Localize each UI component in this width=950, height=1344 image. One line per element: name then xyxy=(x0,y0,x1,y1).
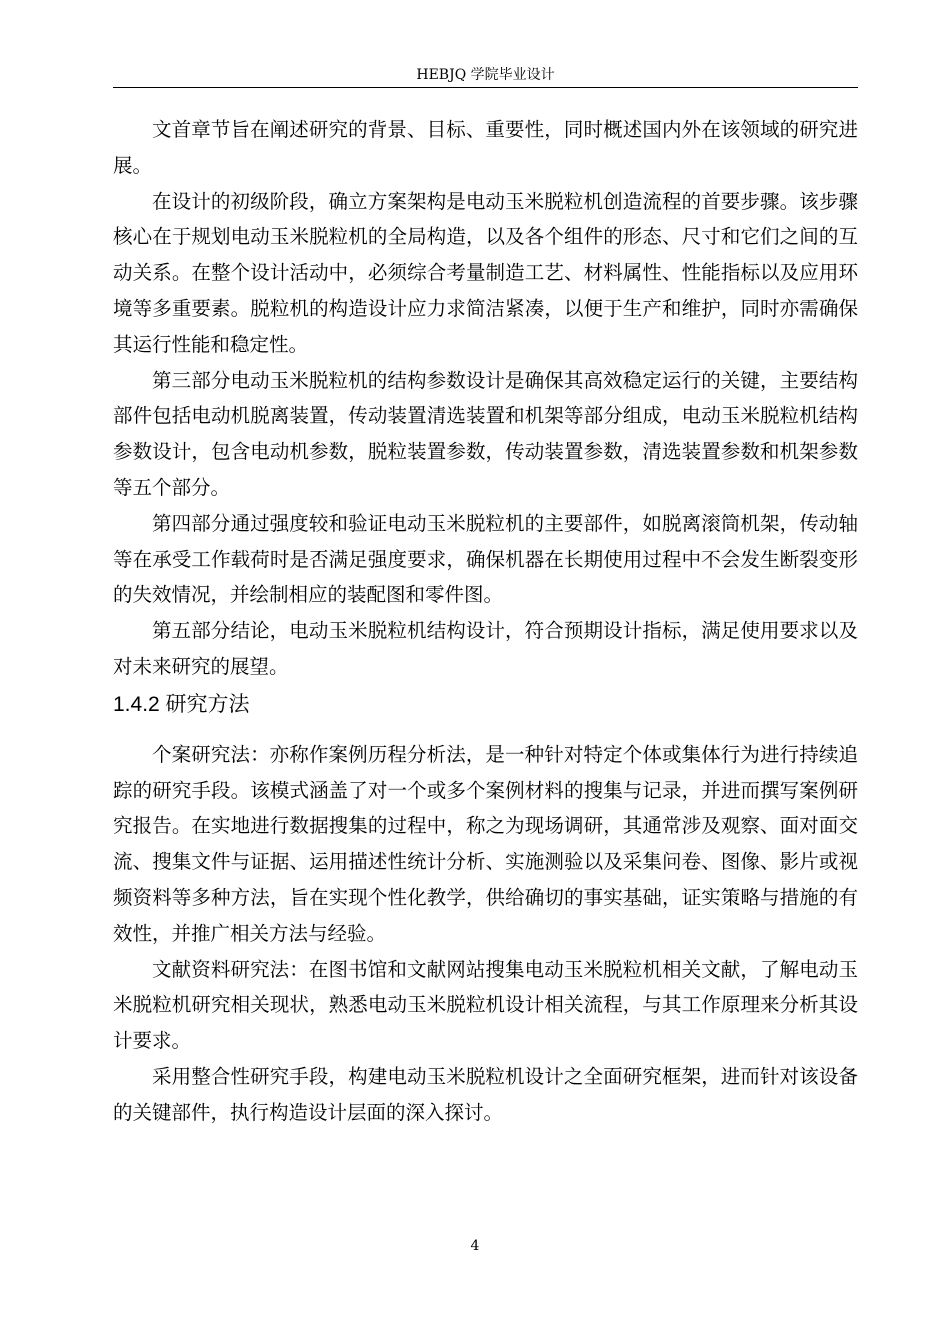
paragraph-line: 计要求。 xyxy=(113,1029,192,1053)
paragraph-line: 的失效情况，并绘制相应的装配图和零件图。 xyxy=(113,583,504,607)
paragraph-line: 流、搜集文件与证据、运用描述性统计分析、实施测验以及采集问卷、图像、影片或视 xyxy=(113,850,858,874)
paragraph-line: 效性，并推广相关方法与经验。 xyxy=(113,921,387,945)
paragraph-line: 文献资料研究法：在图书馆和文献网站搜集电动玉米脱粒机相关文献，了解电动玉 xyxy=(152,957,858,981)
paragraph xyxy=(113,613,858,685)
paragraph-line: 动关系。在整个设计活动中，必须综合考量制造工艺、材料属性、性能指标以及应用环 xyxy=(113,261,858,285)
page-header: HEBJQ 学院毕业设计 xyxy=(416,67,555,83)
section-intro xyxy=(113,112,858,685)
paragraph xyxy=(113,952,858,1059)
paragraph-line: 核心在于规划电动玉米脱粒机的全局构造，以及各个组件的形态、尺寸和它们之间的互 xyxy=(113,225,858,249)
paragraph-line: 采用整合性研究手段，构建电动玉米脱粒机设计之全面研究框架，进而针对该设备 xyxy=(152,1064,858,1088)
paragraph-line: 频资料等多种方法，旨在实现个性化教学，供给确切的事实基础，证实策略与措施的有 xyxy=(113,885,858,909)
paragraph-line: 等五个部分。 xyxy=(113,475,231,499)
paragraph-line: 对未来研究的展望。 xyxy=(113,654,289,678)
paragraph xyxy=(113,184,858,363)
paragraph-line: 其运行性能和稳定性。 xyxy=(113,332,309,356)
section-heading: 1.4.2 研究方法 xyxy=(113,692,250,716)
paragraph-line: 参数设计，包含电动机参数，脱粒装置参数，传动装置参数，清选装置参数和机架参数 xyxy=(113,440,858,464)
page-number: 4 xyxy=(470,1238,480,1254)
paragraph-line: 展。 xyxy=(113,153,153,177)
document-body xyxy=(113,112,858,1131)
paragraph-line: 第四部分通过强度较和验证电动玉米脱粒机的主要部件，如脱离滚筒机架，传动轴 xyxy=(152,511,858,535)
paragraph-line: 究报告。在实地进行数据搜集的过程中，称之为现场调研，其通常涉及观察、面对面交 xyxy=(113,814,858,838)
paragraph-line: 在设计的初级阶段，确立方案架构是电动玉米脱粒机创造流程的首要步骤。该步骤 xyxy=(152,189,858,213)
paragraph xyxy=(113,506,858,613)
paragraph-line: 境等多重要素。脱粒机的构造设计应力求简洁紧凑，以便于生产和维护，同时亦需确保 xyxy=(113,296,858,320)
paragraph xyxy=(113,1059,858,1131)
paragraph-line: 米脱粒机研究相关现状，熟悉电动玉米脱粒机设计相关流程，与其工作原理来分析其设 xyxy=(113,993,858,1017)
paragraph-line: 个案研究法：亦称作案例历程分析法，是一种针对特定个体或集体行为进行持续追 xyxy=(152,742,858,766)
paragraph-line: 文首章节旨在阐述研究的背景、目标、重要性，同时概述国内外在该领域的研究进 xyxy=(152,118,858,141)
paragraph-line: 的关键部件，执行构造设计层面的深入探讨。 xyxy=(113,1100,504,1124)
paragraph-line: 踪的研究手段。该模式涵盖了对一个或多个案例材料的搜集与记录，并进而撰写案例研 xyxy=(113,778,858,802)
paragraph-line: 第五部分结论，电动玉米脱粒机结构设计，符合预期设计指标，满足使用要求以及 xyxy=(152,619,858,643)
paragraph-line: 部件包括电动机脱离装置，传动装置清选装置和机架等部分组成，电动玉米脱粒机结构 xyxy=(113,404,858,428)
section-research-methods xyxy=(113,737,858,1131)
paragraph-line: 等在承受工作载荷时是否满足强度要求，确保机器在长期使用过程中不会发生断裂变形 xyxy=(113,547,858,571)
paragraph xyxy=(113,363,858,506)
paragraph xyxy=(113,737,858,952)
header-rule xyxy=(113,87,858,88)
paragraph-line: 第三部分电动玉米脱粒机的结构参数设计是确保其高效稳定运行的关键，主要结构 xyxy=(152,368,858,392)
paragraph xyxy=(113,112,858,184)
